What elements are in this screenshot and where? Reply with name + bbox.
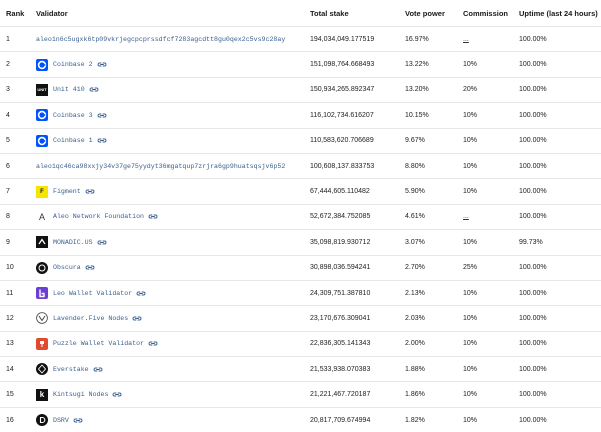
table-row[interactable] <box>0 357 601 382</box>
vote-power-cell: 13.22% <box>405 52 463 77</box>
rank-cell: 12 <box>0 306 36 331</box>
lavender-five-icon <box>36 312 48 324</box>
coinbase-icon <box>36 59 48 71</box>
commission-value: 10% <box>463 61 477 68</box>
total-stake-cell: 20,817,709.674994 <box>304 407 405 432</box>
commission-cell <box>463 280 519 305</box>
commission-value: 10% <box>463 366 477 373</box>
rank-cell: 10 <box>0 255 36 280</box>
table-row[interactable] <box>0 280 601 305</box>
external-link-icon[interactable] <box>85 264 95 271</box>
table-row[interactable] <box>0 128 601 153</box>
uptime-cell: 100.00% <box>519 306 601 331</box>
uptime-cell: 100.00% <box>519 128 601 153</box>
commission-value: ... <box>463 213 469 220</box>
vote-power-cell: 2.13% <box>405 280 463 305</box>
validator-name-link[interactable]: Figment <box>53 188 81 195</box>
header-rank[interactable]: Rank <box>0 0 36 27</box>
external-link-icon[interactable] <box>85 188 95 195</box>
validator-name-link[interactable]: Puzzle Wallet Validator <box>53 340 144 347</box>
commission-cell <box>463 204 519 229</box>
commission-value: 20% <box>463 86 477 93</box>
commission-value: 10% <box>463 137 477 144</box>
uptime-cell: 100.00% <box>519 179 601 204</box>
commission-cell <box>463 179 519 204</box>
header-vote-power[interactable]: Vote power <box>405 0 463 27</box>
dsrv-icon <box>36 414 48 426</box>
obscura-icon <box>36 262 48 274</box>
validator-name-link[interactable]: MONADIC.US <box>53 239 93 246</box>
header-total-stake[interactable]: Total stake <box>304 0 405 27</box>
commission-value: 10% <box>463 112 477 119</box>
validator-cell <box>36 382 304 407</box>
commission-cell <box>463 77 519 102</box>
external-link-icon[interactable] <box>148 213 158 220</box>
table-row[interactable] <box>0 255 601 280</box>
total-stake-cell: 24,309,751.387810 <box>304 280 405 305</box>
table-row[interactable] <box>0 204 601 229</box>
commission-cell <box>463 128 519 153</box>
external-link-icon[interactable] <box>97 112 107 119</box>
validator-cell <box>36 128 304 153</box>
table-row[interactable] <box>0 382 601 407</box>
total-stake-cell: 194,034,049.177519 <box>304 27 405 52</box>
everstake-icon <box>36 363 48 375</box>
vote-power-cell: 1.86% <box>405 382 463 407</box>
commission-cell <box>463 153 519 178</box>
commission-value: 10% <box>463 239 477 246</box>
leo-wallet-icon <box>36 287 48 299</box>
uptime-cell: 100.00% <box>519 407 601 432</box>
table-row[interactable] <box>0 27 601 52</box>
commission-cell <box>463 52 519 77</box>
validator-cell <box>36 230 304 255</box>
header-uptime[interactable]: Uptime (last 24 hours) <box>519 0 601 27</box>
total-stake-cell: 52,672,384.752085 <box>304 204 405 229</box>
validator-cell <box>36 357 304 382</box>
vote-power-cell: 10.15% <box>405 103 463 128</box>
vote-power-cell: 2.03% <box>405 306 463 331</box>
validator-cell <box>36 103 304 128</box>
total-stake-cell: 100,608,137.833753 <box>304 153 405 178</box>
table-row[interactable] <box>0 407 601 432</box>
commission-cell <box>463 331 519 356</box>
total-stake-cell: 23,170,676.309041 <box>304 306 405 331</box>
validator-cell <box>36 204 304 229</box>
commission-cell <box>463 27 519 52</box>
commission-value: ... <box>463 36 469 43</box>
external-link-icon[interactable] <box>89 86 99 93</box>
external-link-icon[interactable] <box>97 137 107 144</box>
external-link-icon[interactable] <box>93 366 103 373</box>
rank-cell: 3 <box>0 77 36 102</box>
rank-cell: 9 <box>0 230 36 255</box>
commission-cell <box>463 407 519 432</box>
validator-cell <box>36 52 304 77</box>
rank-cell: 2 <box>0 52 36 77</box>
vote-power-cell: 9.67% <box>405 128 463 153</box>
validator-name-link[interactable]: Aleo Network Foundation <box>53 213 144 220</box>
validator-address-link[interactable]: aleo1n6c5ugxk6tp09vkrjegcpcprssdfcf7283agcdtt8gu0qex2c5vs9c28ay <box>36 36 285 43</box>
vote-power-cell: 1.88% <box>405 357 463 382</box>
uptime-cell: 100.00% <box>519 52 601 77</box>
vote-power-cell: 5.90% <box>405 179 463 204</box>
uptime-cell: 100.00% <box>519 77 601 102</box>
monadic-icon <box>36 236 48 248</box>
total-stake-cell: 22,836,305.141343 <box>304 331 405 356</box>
rank-cell: 16 <box>0 407 36 432</box>
validator-name-link[interactable]: Coinbase 3 <box>53 112 93 119</box>
total-stake-cell: 151,098,764.668493 <box>304 52 405 77</box>
header-validator[interactable]: Validator <box>36 0 304 27</box>
commission-cell <box>463 306 519 331</box>
uptime-cell: 100.00% <box>519 255 601 280</box>
unit410-icon: UNIT <box>36 84 48 96</box>
rank-cell: 8 <box>0 204 36 229</box>
aleo-icon: A <box>36 211 48 223</box>
total-stake-cell: 150,934,265.892347 <box>304 77 405 102</box>
vote-power-cell: 16.97% <box>405 27 463 52</box>
commission-cell <box>463 382 519 407</box>
vote-power-cell: 4.61% <box>405 204 463 229</box>
table-body <box>0 27 601 432</box>
vote-power-cell: 13.20% <box>405 77 463 102</box>
uptime-cell: 100.00% <box>519 153 601 178</box>
validator-cell <box>36 306 304 331</box>
total-stake-cell: 21,221,467.720187 <box>304 382 405 407</box>
validator-name-link[interactable]: Coinbase 2 <box>53 61 93 68</box>
validator-cell <box>36 153 304 178</box>
uptime-cell: 100.00% <box>519 357 601 382</box>
validator-cell <box>36 255 304 280</box>
external-link-icon[interactable] <box>112 391 122 398</box>
commission-value: 10% <box>463 163 477 170</box>
validator-name-link[interactable]: Obscura <box>53 264 81 271</box>
rank-cell: 6 <box>0 153 36 178</box>
commission-value: 10% <box>463 391 477 398</box>
validator-name-link[interactable]: Leo Wallet Validator <box>53 290 132 297</box>
uptime-cell: 100.00% <box>519 204 601 229</box>
validator-name-link[interactable]: DSRV <box>53 417 69 424</box>
uptime-cell: 100.00% <box>519 331 601 356</box>
validator-cell <box>36 280 304 305</box>
commission-value: 10% <box>463 315 477 322</box>
commission-value: 10% <box>463 417 477 424</box>
puzzle-icon <box>36 338 48 350</box>
validator-name-link[interactable]: Coinbase 1 <box>53 137 93 144</box>
coinbase-icon <box>36 109 48 121</box>
total-stake-cell: 35,098,819.930712 <box>304 230 405 255</box>
external-link-icon[interactable] <box>136 290 146 297</box>
validator-name-link[interactable]: Everstake <box>53 366 89 373</box>
uptime-cell: 99.73% <box>519 230 601 255</box>
table-row[interactable] <box>0 179 601 204</box>
validator-cell <box>36 407 304 432</box>
table-row[interactable] <box>0 103 601 128</box>
rank-cell: 15 <box>0 382 36 407</box>
uptime-cell: 100.00% <box>519 382 601 407</box>
uptime-cell: 100.00% <box>519 280 601 305</box>
commission-cell <box>463 103 519 128</box>
validator-name-link[interactable]: Lavender.Five Nodes <box>53 315 128 322</box>
uptime-cell: 100.00% <box>519 103 601 128</box>
table-row[interactable] <box>0 153 601 178</box>
coinbase-icon <box>36 135 48 147</box>
commission-cell <box>463 357 519 382</box>
external-link-icon[interactable] <box>132 315 142 322</box>
rank-cell: 4 <box>0 103 36 128</box>
external-link-icon[interactable] <box>148 340 158 347</box>
commission-value: 25% <box>463 264 477 271</box>
validator-cell <box>36 331 304 356</box>
figment-icon: F <box>36 186 48 198</box>
vote-power-cell: 3.07% <box>405 230 463 255</box>
total-stake-cell: 21,533,938.070383 <box>304 357 405 382</box>
vote-power-cell: 2.00% <box>405 331 463 356</box>
total-stake-cell: 30,898,036.594241 <box>304 255 405 280</box>
vote-power-cell: 2.70% <box>405 255 463 280</box>
table-header-row <box>0 0 601 27</box>
rank-cell: 5 <box>0 128 36 153</box>
validator-name-link[interactable]: Kintsugi Nodes <box>53 391 108 398</box>
table-row[interactable] <box>0 52 601 77</box>
total-stake-cell: 116,102,734.616207 <box>304 103 405 128</box>
rank-cell: 1 <box>0 27 36 52</box>
external-link-icon[interactable] <box>97 239 107 246</box>
total-stake-cell: 67,444,605.110482 <box>304 179 405 204</box>
validator-cell <box>36 179 304 204</box>
vote-power-cell: 1.82% <box>405 407 463 432</box>
commission-cell <box>463 255 519 280</box>
validator-cell <box>36 27 304 52</box>
uptime-cell: 100.00% <box>519 27 601 52</box>
table-row[interactable] <box>0 77 601 102</box>
validator-address-link[interactable]: aleo1qc46ca98xxjy34v37ge75yydyt36mgatqup7zrjra6gp9huatsqsjv6p52 <box>36 163 285 170</box>
table-row[interactable] <box>0 306 601 331</box>
rank-cell: 7 <box>0 179 36 204</box>
kintsugi-icon: k <box>36 389 48 401</box>
commission-value: 10% <box>463 290 477 297</box>
table-row[interactable] <box>0 230 601 255</box>
validator-name-link[interactable]: Unit 410 <box>53 86 85 93</box>
rank-cell: 11 <box>0 280 36 305</box>
vote-power-cell: 8.80% <box>405 153 463 178</box>
header-commission[interactable]: Commission <box>463 0 519 27</box>
rank-cell: 13 <box>0 331 36 356</box>
validator-cell <box>36 77 304 102</box>
external-link-icon[interactable] <box>97 61 107 68</box>
total-stake-cell: 110,583,620.706689 <box>304 128 405 153</box>
commission-value: 10% <box>463 340 477 347</box>
commission-value: 10% <box>463 188 477 195</box>
external-link-icon[interactable] <box>73 417 83 424</box>
commission-cell <box>463 230 519 255</box>
table-row[interactable] <box>0 331 601 356</box>
rank-cell: 14 <box>0 357 36 382</box>
